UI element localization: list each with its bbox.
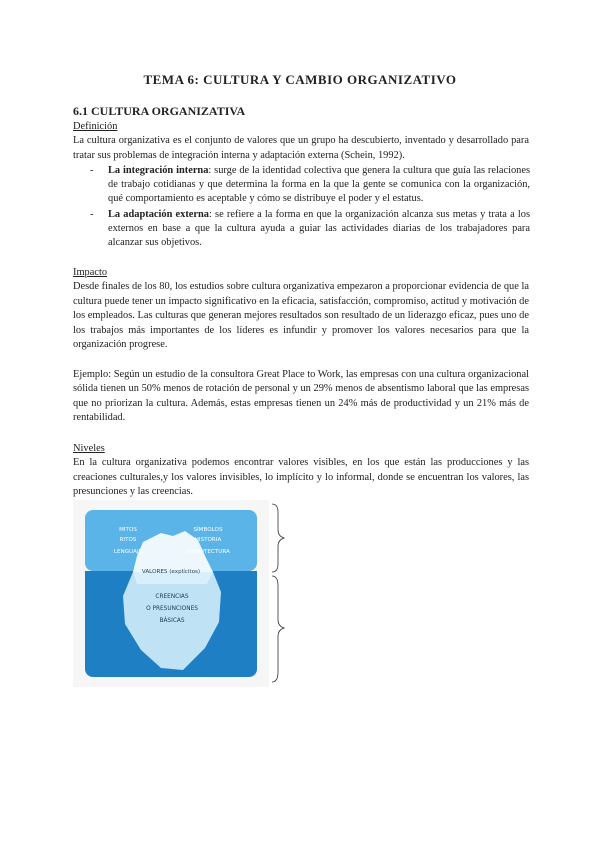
label-valores: VALORES (explícitos): [141, 569, 201, 575]
label-creencias: CREENCIAS: [155, 594, 189, 600]
bullet-term: La adaptación externa: [108, 208, 209, 220]
label-arquitectura: ARQUITECTURA: [186, 549, 230, 555]
bullet-term: La integración interna: [108, 165, 209, 176]
definition-text: La cultura organizativa es el conjunto de valores que un grupo ha descubierto, inventado y desarrollado para tratar sus problemas de integración interna y adaptación externa (Schein, 1992).: [73, 135, 529, 161]
label-historia: HISTORIA: [194, 537, 222, 543]
bullet-dash: -: [90, 208, 94, 220]
bullet-text: : se refiere a la forma en que la organización alcanza sus metas y trata a los externos en base a que la cultura ayuda a guiar las actividades diarias de los trabajadores para alcanzar sus objetivos.: [108, 208, 530, 249]
levels-text: En la cultura organizativa podemos encontrar valores visibles, en los que están las producciones y las creaciones culturales,y los valores invisibles, lo implícito y lo informal, donde se encuentran los valores, las presunciones y las creencias.: [73, 457, 529, 498]
iceberg-figure: [73, 500, 269, 687]
label-ritos: RITOS: [119, 537, 137, 543]
visible-brace: [272, 504, 284, 572]
section-heading: 6.1 CULTURA ORGANIZATIVA: [73, 104, 246, 118]
levels-block: [73, 442, 529, 500]
label-basicas: BÁSICAS: [159, 618, 185, 624]
impact-text: Desde finales de los 80, los estudios sobre cultura organizativa empezaron a proporcionar evidencia de que la cultura puede tener un impacto significativo en la eficacia, satisfacción, compromiso, actitud y motivación de los empleados. Las culturas que generan mejores resultados son resultado de un liderazgo eficaz, pues uno de los trabajos más importantes de los líderes es infundir y promover los valores necesarios para que la organización progrese.: [73, 281, 529, 351]
definition-bullets: [90, 164, 530, 251]
impact-heading: Impacto: [73, 267, 108, 278]
levels-heading: Niveles: [73, 443, 105, 454]
invisible-brace: [272, 576, 284, 682]
definition-block: [73, 120, 529, 163]
bullet-adaptation: [90, 208, 530, 251]
definition-heading: Definición: [73, 121, 118, 132]
bullet-dash: -: [90, 165, 94, 176]
bullet-text: : surge de la identidad colectiva que genera la cultura que guía las relaciones de trabajo cotidianas y que determina la forma en la que la gente se comunica con la organización, qué comportamiento es aceptable y cómo se distribuye el poder y el estatus.: [108, 165, 530, 205]
label-lenguaje: LENGUAJE: [113, 549, 143, 555]
label-presunciones: O PRESUNCIONES: [146, 606, 198, 612]
bullet-integration: [90, 164, 530, 207]
example-paragraph: Ejemplo: Según un estudio de la consultora Great Place to Work, las empresas con una cultura organizacional sólida tienen un 50% menos de rotación de personal y un 29% menos de absentismo laboral que las empresas que no priorizan la cultura. Además, estas empresas tienen un 24% más de productividad y un 21% más de rentabilidad.: [73, 369, 529, 424]
impact-block: [73, 266, 529, 352]
page-title: TEMA 6: CULTURA Y CAMBIO ORGANIZATIVO: [143, 72, 457, 87]
label-mitos: MITOS: [119, 527, 137, 533]
level-braces: [268, 500, 288, 686]
label-simbolos: SÍMBOLOS: [193, 527, 223, 533]
